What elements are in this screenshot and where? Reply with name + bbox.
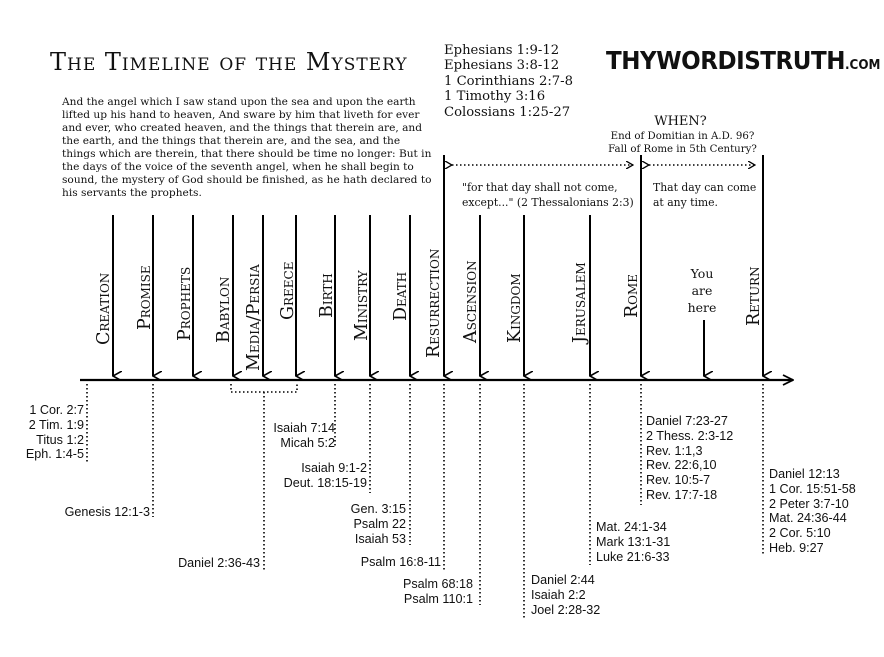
refs-jerusalem xyxy=(596,520,670,564)
when-line: End of Domitian in A.D. 96? xyxy=(610,131,755,142)
top-ref: 1 Corinthians 2:7-8 xyxy=(444,73,574,89)
ref-item: Eph. 1:4-5 xyxy=(25,447,84,462)
ref-item: 2 Thess. 2:3-12 xyxy=(646,428,734,443)
ref-item: Rev. 22:6,10 xyxy=(646,458,717,473)
ref-item: Rev. 1:1,3 xyxy=(646,443,703,458)
you-are-here-label xyxy=(678,265,726,316)
when-details xyxy=(560,130,805,156)
event-label-promise: Promise xyxy=(135,265,155,330)
event-label-jerusalem: Jerusalem xyxy=(570,262,590,343)
logo-main: THYWORDISTRUTH xyxy=(606,46,846,75)
ref-item: Daniel 2:36-43 xyxy=(178,556,260,570)
ref-item: Isaiah 53 xyxy=(354,531,406,546)
ref-item: Rev. 10:5-7 xyxy=(646,473,711,488)
event-label-babylon: Babylon xyxy=(214,276,234,343)
span-quote xyxy=(462,180,634,210)
top-ref: Colossians 1:25-27 xyxy=(444,104,571,120)
ref-item: Mat. 24:36-44 xyxy=(769,511,847,526)
event-label-return: Return xyxy=(744,266,764,326)
here-line: here xyxy=(687,300,717,315)
event-label-resurrection: Resurrection xyxy=(424,248,444,358)
ref-item: Isaiah 2:2 xyxy=(531,587,586,602)
refs-return xyxy=(769,467,856,556)
ref-item: 2 Peter 3:7-10 xyxy=(769,496,849,511)
refs-kingdom xyxy=(531,573,600,617)
top-ref: 1 Timothy 3:16 xyxy=(444,89,546,105)
site-logo xyxy=(606,46,880,75)
ref-item: Genesis 12:1-3 xyxy=(64,505,150,519)
ref-item: Deut. 18:15-19 xyxy=(283,475,367,490)
refs-empires xyxy=(178,556,260,571)
when-line: Fall of Rome in 5th Century? xyxy=(608,144,757,155)
any-time-line: at any time. xyxy=(653,196,718,209)
ref-item: Isaiah 7:14 xyxy=(273,421,335,435)
ref-item: Heb. 9:27 xyxy=(769,540,824,555)
event-label-birth: Birth xyxy=(317,273,337,318)
refs-birth xyxy=(273,421,335,451)
event-label-media-persia: Media/Persia xyxy=(244,264,264,371)
any-time-line: That day can come xyxy=(653,181,757,194)
ref-item: Mark 13:1-31 xyxy=(596,534,671,549)
ref-item: Luke 21:6-33 xyxy=(596,549,670,564)
event-label-rome: Rome xyxy=(622,273,642,318)
event-label-kingdom: Kingdom xyxy=(505,273,525,343)
top-ref: Ephesians 3:8-12 xyxy=(444,58,560,74)
ref-item: 1 Cor. 2:7 xyxy=(29,403,84,417)
any-time-note xyxy=(653,180,756,210)
ref-item: Isaiah 9:1-2 xyxy=(301,461,367,475)
ref-item: Titus 1:2 xyxy=(36,432,84,447)
page-title: The Timeline of the Mystery xyxy=(50,48,408,76)
refs-ascension xyxy=(403,577,473,607)
scripture-quote: And the angel which I saw stand upon the sea and upon the earth lifted up his hand to heaven, And sware by him that liveth for ever and ever, who created heaven, and the things that therein are, and the earth, and the things that therein are, and the sea, and the things which are therein, that there should be time no longer: But in the days of the voice of the seventh angel, when he shall begin to sound, the mystery of God should be finished, as he hath declared to his servants the prophets. xyxy=(62,96,432,199)
refs-death xyxy=(351,502,406,546)
span-quote-line: "for that day shall not come, xyxy=(462,181,618,194)
ref-item: Joel 2:28-32 xyxy=(531,602,601,617)
ref-item: Daniel 12:13 xyxy=(769,467,840,481)
ref-item: Psalm 22 xyxy=(353,516,406,531)
refs-resurrection xyxy=(361,555,441,570)
top-ref: Ephesians 1:9-12 xyxy=(444,43,560,58)
when-heading: WHEN? xyxy=(654,114,707,129)
ref-item: 2 Tim. 1:9 xyxy=(28,417,84,432)
ref-item: Mat. 24:1-34 xyxy=(596,520,667,534)
event-label-creation: Creation xyxy=(94,272,114,345)
refs-creation xyxy=(26,403,84,462)
top-references xyxy=(444,43,573,120)
ref-item: Psalm 68:18 xyxy=(402,577,473,591)
event-label-prophets: Prophets xyxy=(175,266,195,341)
ref-item: 2 Cor. 5:10 xyxy=(769,526,831,541)
span-quote-line: except..." (2 Thessalonians 2:3) xyxy=(462,196,634,209)
here-line: You xyxy=(690,266,714,281)
ref-item: Psalm 110:1 xyxy=(403,591,473,606)
ref-item: Rev. 17:7-18 xyxy=(646,487,718,502)
event-label-ministry: Ministry xyxy=(352,270,372,341)
refs-ministry xyxy=(284,461,367,491)
ref-item: Micah 5:2 xyxy=(280,435,335,450)
refs-rome xyxy=(646,414,733,503)
event-label-greece: Greece xyxy=(278,261,298,320)
ref-item: Daniel 2:44 xyxy=(531,573,595,587)
logo-suffix: .COM xyxy=(845,58,881,73)
ref-item: 1 Cor. 15:51-58 xyxy=(769,481,856,496)
event-label-death: Death xyxy=(391,271,411,321)
here-line: are xyxy=(691,283,713,298)
event-label-ascension: Ascension xyxy=(461,260,481,343)
ref-item: Daniel 7:23-27 xyxy=(646,414,728,428)
refs-promise xyxy=(65,505,150,520)
ref-item: Gen. 3:15 xyxy=(350,502,406,516)
ref-item: Psalm 16:8-11 xyxy=(360,555,441,569)
